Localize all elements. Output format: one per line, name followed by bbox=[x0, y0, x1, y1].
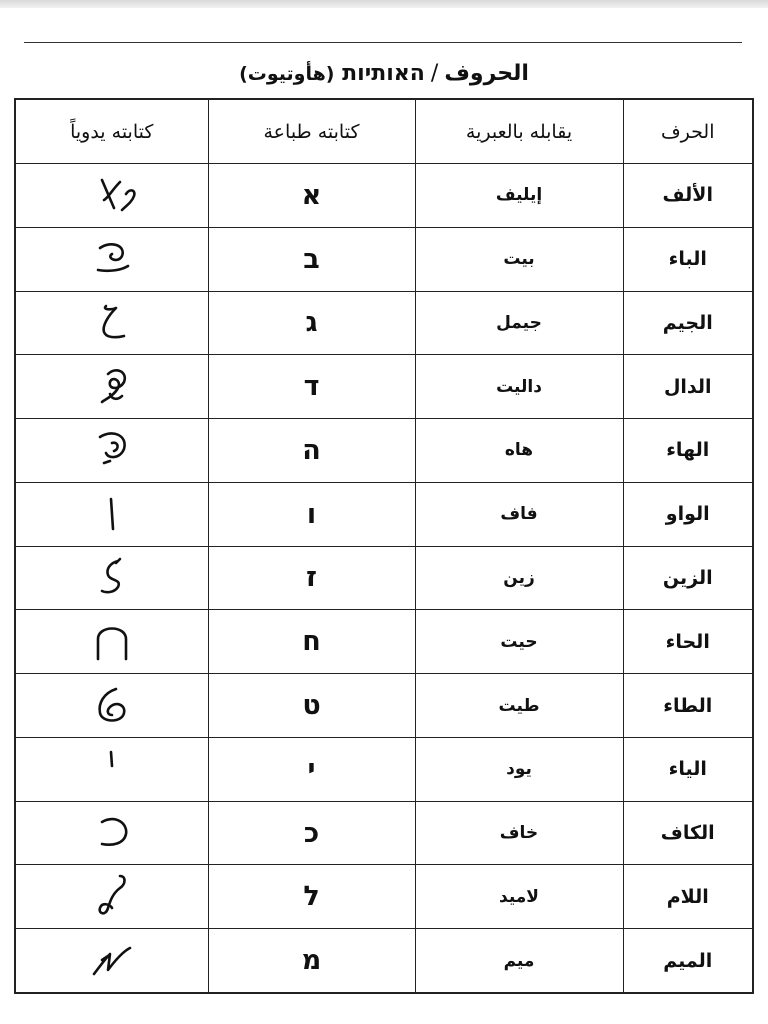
printed-letter-cell: ד bbox=[208, 355, 415, 419]
hebrew-name-cell: جيمل bbox=[415, 291, 623, 355]
letter-name-cell: الهاء bbox=[623, 419, 753, 483]
handwritten-mem-icon bbox=[82, 936, 142, 986]
handwritten-yod-icon bbox=[82, 744, 142, 794]
title-separator: / bbox=[430, 61, 439, 86]
handwritten-cell bbox=[15, 546, 208, 610]
printed-letter-cell: ל bbox=[208, 865, 415, 929]
handwritten-cell bbox=[15, 674, 208, 738]
handwritten-dalet-icon bbox=[82, 362, 142, 412]
handwritten-cell bbox=[15, 737, 208, 801]
handwritten-kaf-icon bbox=[82, 808, 142, 858]
title-transliteration: (هأوتيوت) bbox=[239, 63, 335, 85]
printed-letter-cell: י bbox=[208, 737, 415, 801]
handwritten-he-icon bbox=[82, 425, 142, 475]
hebrew-name-cell: طيت bbox=[415, 674, 623, 738]
handwritten-vav-icon bbox=[82, 489, 142, 539]
table-row bbox=[15, 355, 753, 419]
top-rule bbox=[24, 42, 742, 43]
hebrew-name-cell: هاه bbox=[415, 419, 623, 483]
printed-letter-cell: מ bbox=[208, 929, 415, 993]
handwritten-cell bbox=[15, 164, 208, 228]
header-letter: الحرف bbox=[623, 99, 753, 164]
printed-letter-cell: א bbox=[208, 164, 415, 228]
table-header-row bbox=[15, 99, 753, 164]
table-row bbox=[15, 865, 753, 929]
handwritten-cell bbox=[15, 801, 208, 865]
letter-name-cell: الياء bbox=[623, 737, 753, 801]
printed-letter-cell: ח bbox=[208, 610, 415, 674]
letter-name-cell: الألف bbox=[623, 164, 753, 228]
header-printed: كتابته طباعة bbox=[208, 99, 415, 164]
table-row bbox=[15, 737, 753, 801]
table-row bbox=[15, 291, 753, 355]
hebrew-name-cell: لاميد bbox=[415, 865, 623, 929]
table-row bbox=[15, 482, 753, 546]
handwritten-cell bbox=[15, 865, 208, 929]
page-title bbox=[0, 56, 768, 92]
table-row bbox=[15, 929, 753, 993]
handwritten-cell bbox=[15, 291, 208, 355]
hebrew-name-cell: حيت bbox=[415, 610, 623, 674]
letter-name-cell: اللام bbox=[623, 865, 753, 929]
handwritten-cell bbox=[15, 355, 208, 419]
table-row bbox=[15, 801, 753, 865]
title-hebrew: האותיות bbox=[342, 61, 425, 86]
printed-letter-cell: ז bbox=[208, 546, 415, 610]
table-row bbox=[15, 610, 753, 674]
handwritten-het-icon bbox=[82, 617, 142, 667]
handwritten-cell bbox=[15, 610, 208, 674]
handwritten-lamed-icon bbox=[82, 872, 142, 922]
table-row bbox=[15, 419, 753, 483]
hebrew-name-cell: بيت bbox=[415, 227, 623, 291]
handwritten-alef-icon bbox=[82, 170, 142, 220]
letter-name-cell: الواو bbox=[623, 482, 753, 546]
printed-letter-cell: כ bbox=[208, 801, 415, 865]
header-hebrew-equivalent: يقابله بالعبرية bbox=[415, 99, 623, 164]
letter-name-cell: الجيم bbox=[623, 291, 753, 355]
hebrew-name-cell: ميم bbox=[415, 929, 623, 993]
hebrew-name-cell: داليت bbox=[415, 355, 623, 419]
hebrew-name-cell: خاف bbox=[415, 801, 623, 865]
letter-name-cell: الميم bbox=[623, 929, 753, 993]
handwritten-zayin-icon bbox=[82, 553, 142, 603]
handwritten-cell bbox=[15, 482, 208, 546]
hebrew-name-cell: إيليف bbox=[415, 164, 623, 228]
printed-letter-cell: ב bbox=[208, 227, 415, 291]
printed-letter-cell: ה bbox=[208, 419, 415, 483]
top-edge-band bbox=[0, 0, 768, 8]
handwritten-bet-icon bbox=[82, 234, 142, 284]
hebrew-name-cell: فاف bbox=[415, 482, 623, 546]
handwritten-cell bbox=[15, 227, 208, 291]
letter-name-cell: الباء bbox=[623, 227, 753, 291]
table-row bbox=[15, 546, 753, 610]
letter-name-cell: الزين bbox=[623, 546, 753, 610]
letter-name-cell: الدال bbox=[623, 355, 753, 419]
title-arabic: الحروف bbox=[444, 61, 529, 86]
hebrew-name-cell: يود bbox=[415, 737, 623, 801]
printed-letter-cell: ט bbox=[208, 674, 415, 738]
table-row bbox=[15, 227, 753, 291]
handwritten-cell bbox=[15, 419, 208, 483]
handwritten-gimel-icon bbox=[82, 298, 142, 348]
printed-letter-cell: ו bbox=[208, 482, 415, 546]
letter-name-cell: الحاء bbox=[623, 610, 753, 674]
printed-letter-cell: ג bbox=[208, 291, 415, 355]
hebrew-letters-table bbox=[14, 98, 754, 994]
table-row bbox=[15, 164, 753, 228]
letter-name-cell: الكاف bbox=[623, 801, 753, 865]
header-handwritten: كتابته يدوياً bbox=[15, 99, 208, 164]
table-row bbox=[15, 674, 753, 738]
handwritten-tet-icon bbox=[82, 681, 142, 731]
handwritten-cell bbox=[15, 929, 208, 993]
letter-name-cell: الطاء bbox=[623, 674, 753, 738]
hebrew-name-cell: زين bbox=[415, 546, 623, 610]
